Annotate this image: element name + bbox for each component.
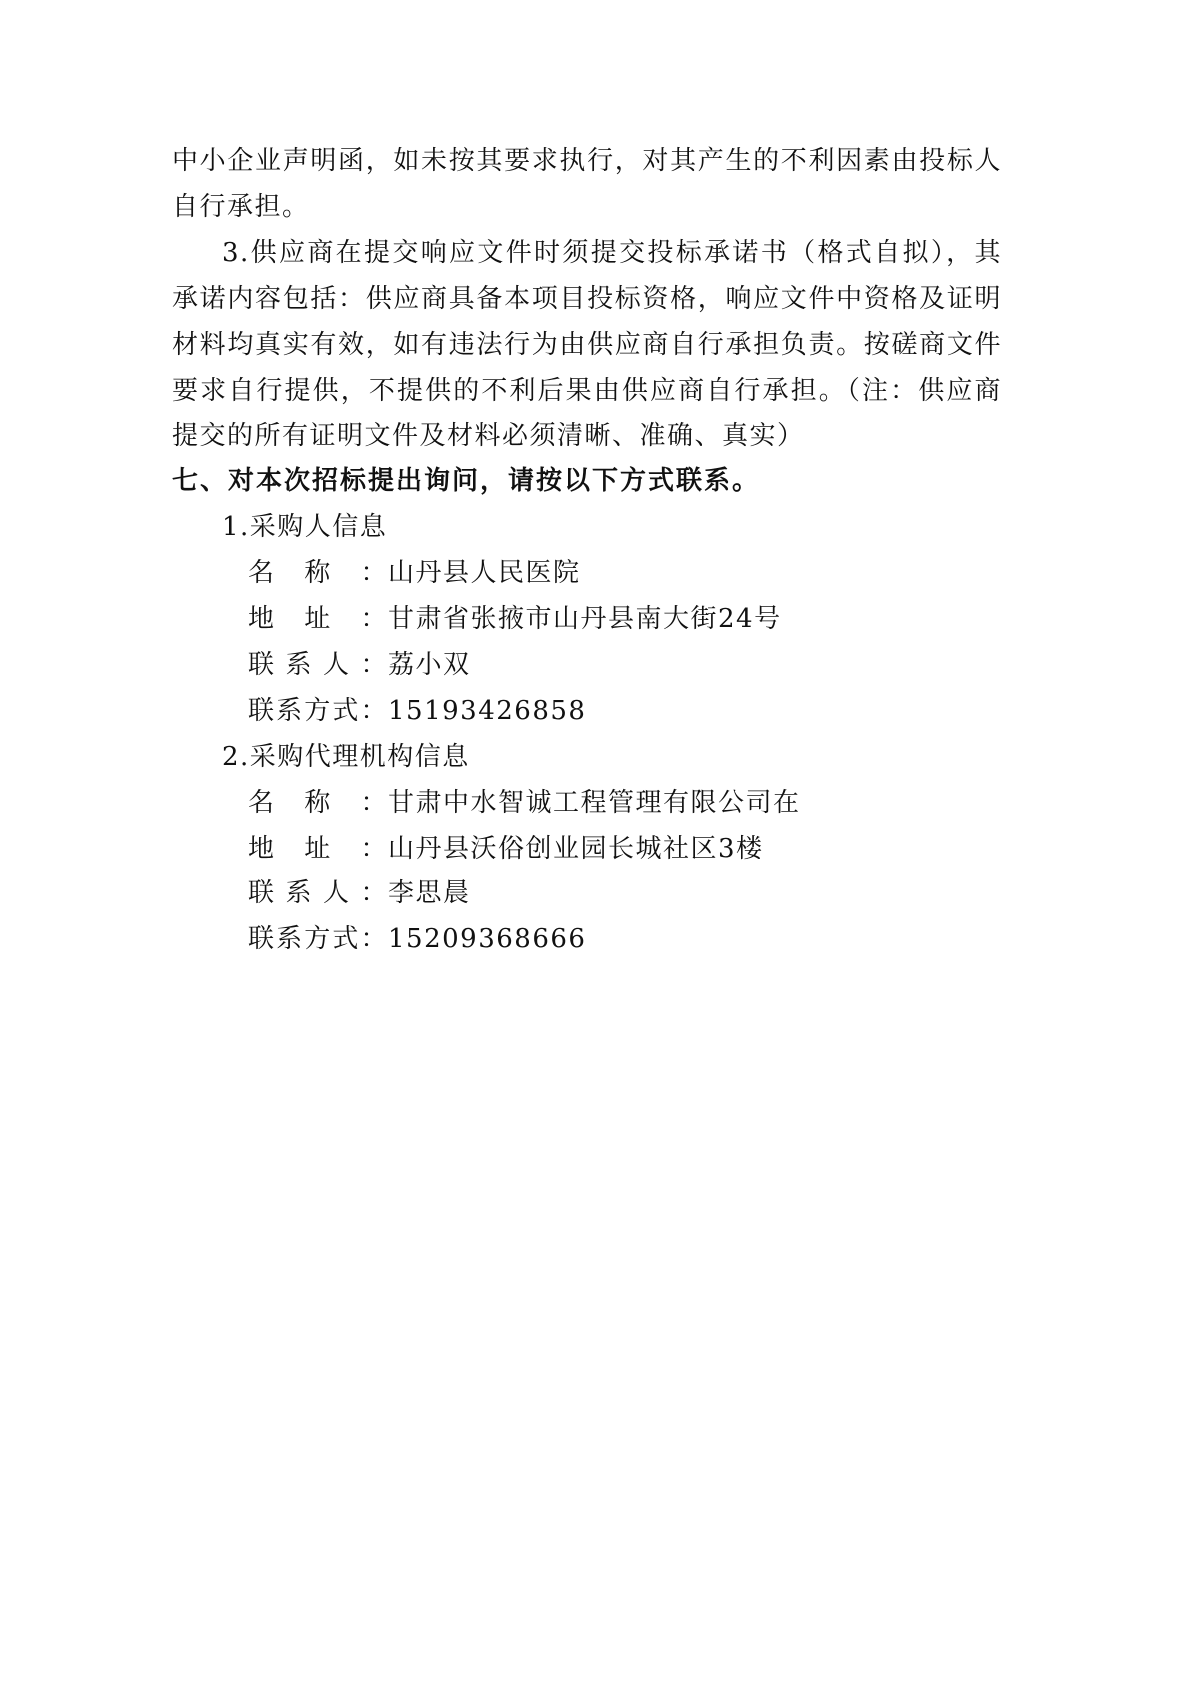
field-label: 联系人： [248,878,388,908]
purchaser-contact: 荔小双 [388,650,471,680]
purchaser-name-row [248,556,581,590]
field-label: 地址： [248,604,388,634]
agency-contact-row [248,876,471,910]
purchaser-address-row [248,602,782,636]
field-label: 联系人： [248,650,388,680]
paragraph-line: 要求自行提供，不提供的不利后果由供应商自行承担。（注：供应商 [172,376,1002,406]
paragraph-line: 中小企业声明函，如未按其要求执行，对其产生的不利因素由投标人 [172,146,1002,176]
field-label: 联系方式： [248,696,388,726]
purchaser-address: 甘肃省张掖市山丹县南大街24号 [388,604,782,634]
field-label: 名称： [248,788,388,818]
paragraph-line: 材料均真实有效，如有违法行为由供应商自行承担负责。按磋商文件 [172,330,1002,360]
agency-title: 2.采购代理机构信息 [222,742,470,772]
agency-address-row [248,832,764,866]
agency-name: 甘肃中水智诚工程管理有限公司在 [388,788,801,818]
agency-name-row [248,786,801,820]
purchaser-name: 山丹县人民医院 [388,558,581,588]
field-label: 联系方式： [248,924,388,954]
field-label: 名称： [248,558,388,588]
field-label: 地址： [248,834,388,864]
paragraph-line: 承诺内容包括：供应商具备本项目投标资格，响应文件中资格及证明 [172,284,1002,314]
purchaser-phone: 15193426858 [388,696,587,726]
paragraph-line: 提交的所有证明文件及材料必须清晰、准确、真实） [172,421,805,451]
section-heading: 七、对本次招标提出询问，请按以下方式联系。 [172,466,761,496]
paragraph-line: 自行承担。 [172,192,310,222]
agency-phone-row [248,922,586,956]
purchaser-title: 1.采购人信息 [222,512,388,542]
purchaser-phone-row [248,694,586,728]
agency-address: 山丹县沃俗创业园长城社区3楼 [388,834,764,864]
agency-contact: 李思晨 [388,878,471,908]
paragraph-line: 3.供应商在提交响应文件时须提交投标承诺书（格式自拟），其 [222,238,1002,268]
purchaser-contact-row [248,648,471,682]
agency-phone: 15209368666 [388,924,587,954]
